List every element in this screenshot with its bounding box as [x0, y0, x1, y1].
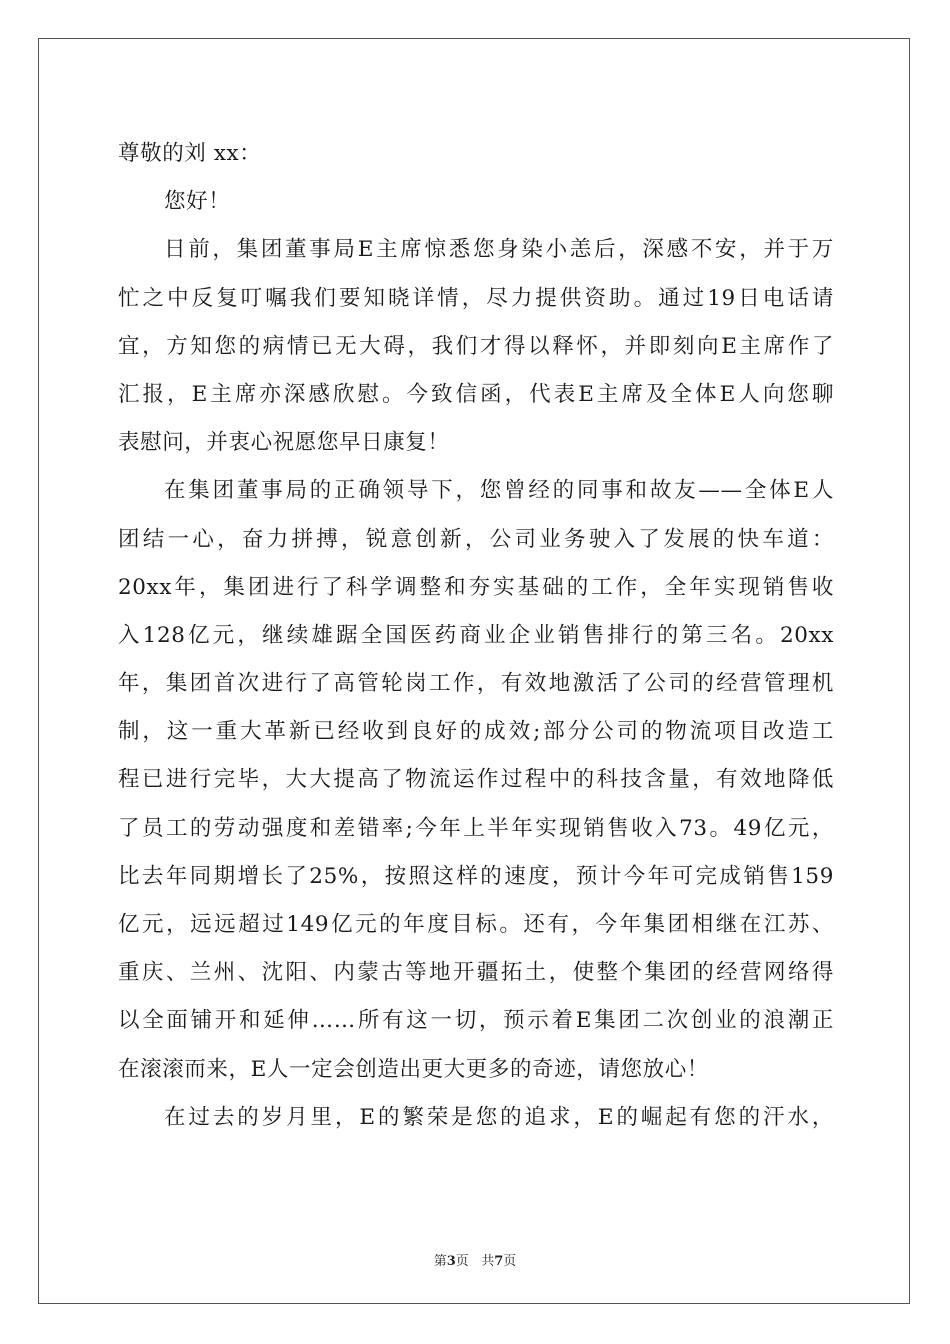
paragraph-1-line-2: 忙之中反复叮嘱我们要知晓详情，尽力提供资助。通过19日电话请: [118, 285, 834, 311]
paragraph-1-line-5: 表慰问，并衷心祝愿您早日康复！: [118, 430, 450, 456]
footer-page-number: 3: [446, 1254, 456, 1269]
footer-total-suffix: 页: [503, 1254, 517, 1269]
page-footer: [0, 1250, 950, 1269]
paragraph-2-line-10: 亿元，远远超过149亿元的年度目标。还有，今年集团相继在江苏、: [118, 912, 834, 937]
paragraph-1-line-4: 汇报，E主席亦深感欣慰。今致信函，代表E主席及全体E人向您聊: [118, 381, 834, 407]
paragraph-2-line-8: 了员工的劳动强度和差错率;今年上半年实现销售收入73。49亿元，: [118, 815, 834, 841]
footer-total-pages: 7: [494, 1254, 504, 1269]
paragraph-2-line-2: 团结一心，奋力拼搏，锐意创新，公司业务驶入了发展的快车道：: [118, 526, 834, 552]
paragraph-2-line-1: 在集团董事局的正确领导下，您曾经的同事和故友——全体E人: [164, 478, 834, 504]
footer-page-prefix: 第: [433, 1254, 447, 1269]
paragraph-3-line-1: 在过去的岁月里，E的繁荣是您的追求，E的崛起有您的汗水，: [164, 1104, 834, 1130]
paragraph-1-line-1: 日前，集团董事局E主席惊悉您身染小恙后，深感不安，并于万: [164, 237, 834, 263]
paragraph-2-line-12: 以全面铺开和延伸……所有这一切，预示着E集团二次创业的浪潮正: [118, 1008, 834, 1034]
paragraph-2-line-9: 比去年同期增长了25%，按照这样的速度，预计今年可完成销售159: [118, 863, 834, 889]
paragraph-2-line-4: 入128亿元，继续雄踞全国医药商业企业销售排行的第三名。20xx: [118, 622, 834, 648]
paragraph-2-line-11: 重庆、兰州、沈阳、内蒙古等地开疆拓土，使整个集团的经营网络得: [118, 960, 834, 986]
paragraph-2-line-7: 程已进行完毕，大大提高了物流运作过程中的科技含量，有效地降低: [118, 767, 834, 793]
paragraph-2-line-3: 20xx年，集团进行了科学调整和夯实基础的工作，全年实现销售收: [118, 574, 834, 600]
footer-total-prefix: 共: [481, 1254, 495, 1269]
salutation: 尊敬的刘 xx：: [118, 141, 262, 166]
paragraph-2-line-6: 制，这一重大革新已经收到良好的成效;部分公司的物流项目改造工: [118, 719, 834, 745]
paragraph-2-line-5: 年，集团首次进行了高管轮岗工作，有效地激活了公司的经营管理机: [118, 671, 834, 697]
letter-body: [118, 130, 834, 1142]
paragraph-1-line-3: 宜，方知您的病情已无大碍，我们才得以释怀，并即刻向E主席作了: [118, 333, 834, 359]
footer-page-suffix: 页: [455, 1254, 469, 1269]
greeting: 您好！: [164, 189, 231, 215]
paragraph-2-line-13: 在滚滚而来，E人一定会创造出更大更多的奇迹，请您放心！: [118, 1056, 709, 1082]
